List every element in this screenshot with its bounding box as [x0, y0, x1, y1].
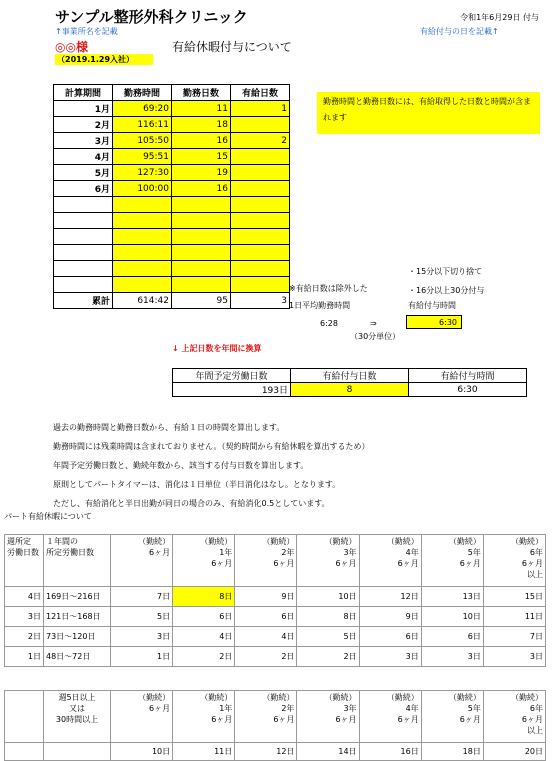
- calc-total-days: 95: [172, 293, 231, 309]
- calc-paid: [231, 181, 290, 197]
- part-week-days: 3日: [5, 607, 44, 627]
- calc-row: [54, 245, 290, 261]
- part-table: [4, 534, 546, 667]
- part-tenure-header: （勤続） 2年 6ヶ月: [235, 535, 297, 587]
- part-grant-days: 3日: [111, 627, 173, 647]
- full-tenure-header: （勤続） 3年 6ヶ月: [297, 691, 359, 743]
- calc-row: [54, 117, 290, 133]
- part-grant-days: 2日: [297, 647, 359, 667]
- calc-row: [54, 181, 290, 197]
- full-tenure-header: （勤続） 5年 6ヶ月: [421, 691, 483, 743]
- full-grant-days: 14日: [297, 743, 359, 761]
- avg-value: 6:28: [320, 319, 338, 328]
- part-grant-days: 8日: [297, 607, 359, 627]
- calc-header: 有給日数: [231, 85, 290, 101]
- clinic-name: サンプル整形外科クリニック: [55, 8, 248, 26]
- part-grant-days: 8日: [173, 587, 235, 607]
- calc-hours: 105:50: [113, 133, 172, 149]
- calc-row: [54, 261, 290, 277]
- avg-label: 1日平均勤務時間: [289, 301, 351, 310]
- calc-hours: [113, 229, 172, 245]
- grant-date: 令和1年6月29日 付与: [460, 13, 539, 22]
- full-header: 週5日以上 又は 30時間以上: [44, 691, 111, 743]
- calc-days: [172, 213, 231, 229]
- grant-date-note: 有給付与の日を記載↑: [420, 27, 499, 36]
- calc-paid: [231, 149, 290, 165]
- part-row: [5, 607, 546, 627]
- calc-hours: 100:00: [113, 181, 172, 197]
- full-tenure-header: （勤続） 6ヶ月: [111, 691, 173, 743]
- note-box: 勤務時間と勤務日数には、有給取得した日数と時間が含まれます: [317, 92, 540, 134]
- calc-paid: 2: [231, 133, 290, 149]
- part-grant-days: 3日: [359, 647, 421, 667]
- part-year-days: 48日～72日: [44, 647, 111, 667]
- part-row: [5, 647, 546, 667]
- calc-paid: [231, 261, 290, 277]
- part-grant-days: 12日: [359, 587, 421, 607]
- full-grant-days: 20日: [483, 743, 545, 761]
- annual-grant-time: 6:30: [409, 383, 527, 397]
- part-grant-days: 2日: [173, 647, 235, 667]
- calc-month: [54, 213, 113, 229]
- calc-paid: [231, 117, 290, 133]
- employee-name: ◎◎様: [55, 40, 88, 54]
- part-grant-days: 4日: [235, 627, 297, 647]
- full-grant-days: 12日: [235, 743, 297, 761]
- calc-days: [172, 261, 231, 277]
- annual-header: 有給付与時間: [409, 369, 527, 383]
- part-week-days: 1日: [5, 647, 44, 667]
- part-tenure-header: （勤続） 4年 6ヶ月: [359, 535, 421, 587]
- calc-month: 4月: [54, 149, 113, 165]
- part-grant-days: 3日: [483, 647, 545, 667]
- calc-hours: [113, 277, 172, 293]
- page-title: 有給休暇付与について: [172, 40, 292, 54]
- part-grant-days: 1日: [111, 647, 173, 667]
- calc-days: 11: [172, 101, 231, 117]
- part-grant-days: 6日: [359, 627, 421, 647]
- calc-paid: [231, 277, 290, 293]
- part-grant-days: 4日: [173, 627, 235, 647]
- annual-header: 年間予定労働日数: [173, 369, 291, 383]
- excluded-note: ※有給日数は除外した: [289, 284, 368, 293]
- calc-paid: [231, 245, 290, 261]
- calc-month: [54, 245, 113, 261]
- calc-month: 6月: [54, 181, 113, 197]
- full-tenure-header: （勤続） 6年 6ヶ月 以上: [483, 691, 545, 743]
- part-year-days: 169日～216日: [44, 587, 111, 607]
- calc-row: [54, 213, 290, 229]
- full-table: [4, 690, 546, 761]
- part-year-days: 73日～120日: [44, 627, 111, 647]
- annual-header: 有給付与日数: [291, 369, 409, 383]
- part-tenure-header: （勤続） 6ヶ月: [111, 535, 173, 587]
- grant-time-value: 6:30: [406, 315, 462, 329]
- annual-days: 193日: [173, 383, 291, 397]
- calc-total-hours: 614:42: [113, 293, 172, 309]
- part-row: [5, 627, 546, 647]
- part-grant-days: 5日: [297, 627, 359, 647]
- part-grant-days: 3日: [421, 647, 483, 667]
- calc-hours: 127:30: [113, 165, 172, 181]
- calc-days: 18: [172, 117, 231, 133]
- part-grant-days: 13日: [421, 587, 483, 607]
- calc-month: 3月: [54, 133, 113, 149]
- calc-row: [54, 229, 290, 245]
- calc-month: [54, 229, 113, 245]
- calc-month: [54, 197, 113, 213]
- full-header-blank: [5, 691, 44, 743]
- calc-row: [54, 149, 290, 165]
- part-grant-days: 6日: [235, 607, 297, 627]
- part-grant-days: 7日: [111, 587, 173, 607]
- calc-header: 勤務日数: [172, 85, 231, 101]
- calc-total-row: [54, 293, 290, 309]
- explanation-line: 過去の勤務時間と勤務日数から、有給１日の時間を算出します。: [53, 423, 285, 432]
- calc-month: 5月: [54, 165, 113, 181]
- calc-month: 2月: [54, 117, 113, 133]
- part-grant-days: 10日: [421, 607, 483, 627]
- calc-hours: [113, 261, 172, 277]
- calc-paid: [231, 213, 290, 229]
- unit-note: （30分単位）: [350, 332, 401, 341]
- part-header-week: 週所定 労働日数: [5, 535, 44, 587]
- part-grant-days: 6日: [421, 627, 483, 647]
- calc-header: 計算期間: [54, 85, 113, 101]
- calc-month: [54, 261, 113, 277]
- grant-time-label: 有給付与時間: [408, 301, 456, 310]
- part-grant-days: 15日: [483, 587, 545, 607]
- full-tenure-header: （勤続） 2年 6ヶ月: [235, 691, 297, 743]
- rounding-rule-2: ・16分以上30分付与: [408, 286, 485, 295]
- full-tenure-header: （勤続） 1年 6ヶ月: [173, 691, 235, 743]
- calc-paid: 1: [231, 101, 290, 117]
- full-grant-days: 18日: [421, 743, 483, 761]
- part-grant-days: 10日: [297, 587, 359, 607]
- part-grant-days: 7日: [483, 627, 545, 647]
- explanation-line: 年間予定労働日数と、勤続年数から、該当する付与日数を算出します。: [53, 461, 309, 470]
- part-tenure-header: （勤続） 1年 6ヶ月: [173, 535, 235, 587]
- part-year-days: 121日～168日: [44, 607, 111, 627]
- full-grant-days: 10日: [111, 743, 173, 761]
- part-title: パート有給休暇について: [4, 512, 92, 521]
- calc-table: [53, 84, 290, 309]
- join-date: （2019.1.29入社）: [55, 54, 153, 65]
- part-row: [5, 587, 546, 607]
- part-grant-days: 9日: [359, 607, 421, 627]
- part-tenure-header: （勤続） 5年 6ヶ月: [421, 535, 483, 587]
- part-grant-days: 5日: [111, 607, 173, 627]
- annual-table: [172, 368, 527, 397]
- calc-total-paid: 3: [231, 293, 290, 309]
- calc-days: 15: [172, 149, 231, 165]
- calc-days: [172, 197, 231, 213]
- rounding-rule-1: ・15分以下切り捨て: [408, 267, 483, 276]
- calc-total-label: 累計: [54, 293, 113, 309]
- calc-month: [54, 277, 113, 293]
- part-week-days: 2日: [5, 627, 44, 647]
- part-grant-days: 2日: [235, 647, 297, 667]
- calc-days: 16: [172, 133, 231, 149]
- calc-hours: 95:51: [113, 149, 172, 165]
- part-grant-days: 11日: [483, 607, 545, 627]
- explanation-line: ただし、有給消化と半日出勤が同日の場合のみ、有給消化0.5としています。: [53, 499, 330, 508]
- full-tenure-header: （勤続） 4年 6ヶ月: [359, 691, 421, 743]
- annual-grant-days: 8: [291, 383, 409, 397]
- calc-hours: [113, 213, 172, 229]
- calc-row: [54, 101, 290, 117]
- calc-days: 19: [172, 165, 231, 181]
- explanation-line: 原則としてパートタイマーは、消化は１日単位（半日消化はなし。となります。: [53, 480, 341, 489]
- calc-days: [172, 229, 231, 245]
- explanation: [53, 418, 369, 513]
- calc-paid: [231, 197, 290, 213]
- part-tenure-header: （勤続） 6年 6ヶ月 以上: [483, 535, 545, 587]
- calc-days: [172, 245, 231, 261]
- calc-days: [172, 277, 231, 293]
- calc-paid: [231, 165, 290, 181]
- calc-hours: 116:11: [113, 117, 172, 133]
- part-grant-days: 6日: [173, 607, 235, 627]
- part-grant-days: 9日: [235, 587, 297, 607]
- calc-row: [54, 277, 290, 293]
- full-grant-days: 11日: [173, 743, 235, 761]
- calc-hours: [113, 197, 172, 213]
- calc-month: 1月: [54, 101, 113, 117]
- calc-paid: [231, 229, 290, 245]
- calc-row: [54, 133, 290, 149]
- calc-days: 16: [172, 181, 231, 197]
- explanation-line: 勤務時間には残業時間は含まれておりません。（契約時間から有給休暇を算出するため）: [53, 442, 370, 451]
- part-tenure-header: （勤続） 3年 6ヶ月: [297, 535, 359, 587]
- calc-hours: [113, 245, 172, 261]
- calc-hours: 69:20: [113, 101, 172, 117]
- full-grant-days: 16日: [359, 743, 421, 761]
- convert-note: ↓ 上記日数を年間に換算: [172, 344, 262, 353]
- part-week-days: 4日: [5, 587, 44, 607]
- office-note: ↑事業所名を記載: [55, 27, 118, 36]
- calc-header: 勤務時間: [113, 85, 172, 101]
- part-header-year: １年間の 所定労働日数: [44, 535, 111, 587]
- calc-row: [54, 165, 290, 181]
- calc-row: [54, 197, 290, 213]
- arrow-icon: ⇒: [370, 319, 377, 328]
